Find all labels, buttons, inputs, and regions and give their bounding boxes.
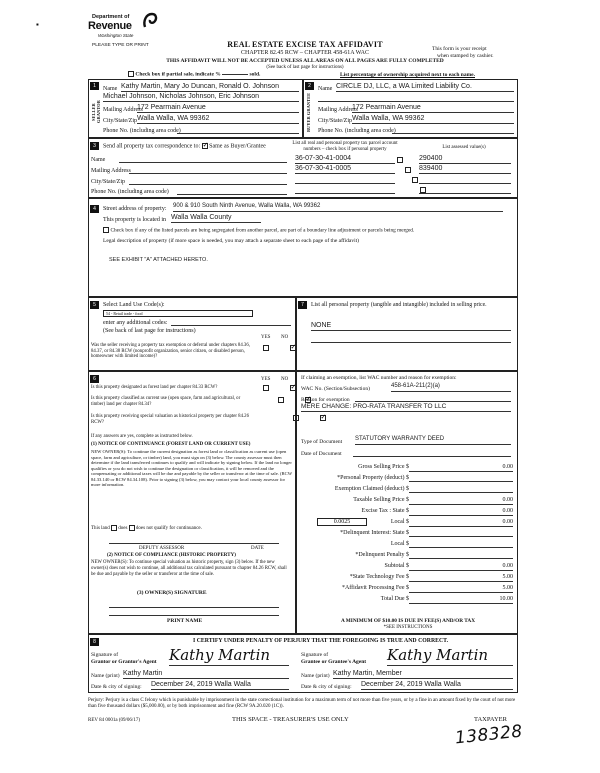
grantor-name-label: Name (print) — [91, 673, 120, 679]
additional-codes-field[interactable] — [171, 318, 291, 326]
partial-sale-row — [128, 71, 260, 78]
notice-1-text: NEW OWNER(S): To continue the current designation as forest land or classification as current use (open space, farm and agriculture, or timber) land, you must sign on (3) below. The county assessor must then determine if the land transferred continues to qualify and will indicate by signing below. If the land no longer qualifies or you do not wish to continue the designation or classification, it will be removed and the compensating or additional taxes will be due and payable by the seller or transferor at the time of sale. (RCW 84.33.140 or RCW 84.34.108). Prior to signing (3) below, you may contact your local county assessor for more information. — [91, 449, 292, 487]
buyer-city-label: City/State/Zip — [318, 118, 352, 124]
tax-name-field[interactable] — [119, 155, 287, 163]
land-use-section — [88, 297, 296, 371]
tax-city-field[interactable] — [129, 177, 287, 185]
section-5-badge: 5 — [90, 301, 99, 309]
calc-label: Total Due $ — [380, 596, 409, 602]
calc-table — [301, 464, 513, 614]
buyer-name-label: Name — [318, 86, 333, 92]
seller-phone-field[interactable] — [177, 126, 299, 134]
buyer-mailing-label: Mailing Address — [318, 107, 358, 113]
forest-no-label: NO — [281, 377, 289, 382]
tax-name-label: Name — [91, 157, 106, 163]
logo-line1: Department of — [92, 14, 130, 20]
reason-field-top[interactable] — [355, 394, 511, 402]
calc-row — [301, 541, 513, 551]
grantee-signature[interactable]: Kathy Martin — [387, 647, 513, 666]
grantee-sig-label-1: Signature of — [301, 652, 329, 658]
grantee-sig-label-2: Grantee or Grantee's Agent — [301, 659, 367, 665]
calc-label: *Delinquent Interest: State $ — [340, 530, 409, 536]
property-section — [88, 198, 518, 297]
exempt-question: Was the seller receiving a property tax exemption or deferral under chapters 84.36, 84.37, or 84.38 RCW (nonprofit organization, senior citizen, or disabled person, homeowner with limited income)? — [91, 343, 250, 360]
corner-mark: ▪ — [36, 20, 39, 29]
deputy-date-label: DATE — [251, 546, 264, 551]
calc-label: Exemption Claimed (deduct) $ — [334, 486, 409, 492]
form-warning: THIS AFFIDAVIT WILL NOT BE ACCEPTED UNLESS ALL AREAS ON ALL PAGES ARE FULLY COMPLETED — [166, 58, 444, 64]
legal-label: Legal description of property (if more space is needed, you may attach a separate sheet to each page of the affidavit) — [103, 238, 359, 244]
certify-section — [88, 634, 518, 693]
exemption-label: If claiming an exemption, list WAC number and reason for exemption: — [301, 375, 457, 381]
notice-1-title: (1) NOTICE OF CONTINUANCE (FOREST LAND OR CURRENT USE) — [91, 442, 251, 447]
buyer-mailing-field[interactable]: 172 Pearmain Avenue — [352, 104, 514, 113]
calc-value[interactable]: 0.00 — [409, 508, 513, 516]
calc-label: *State Technology Fee $ — [349, 574, 409, 580]
calc-row — [301, 486, 513, 496]
logo-swirl-icon — [142, 12, 158, 30]
parcel-value-3[interactable] — [419, 175, 511, 184]
buyer-name-field[interactable]: CIRCLE DJ, LLC, a WA Limited Liability Co. — [336, 83, 514, 92]
buyer-name-field-2[interactable] — [318, 93, 514, 102]
deputy-assessor-label: DEPUTY ASSESSOR — [139, 546, 185, 551]
owner-signature-label: (3) OWNER(S) SIGNATURE — [137, 590, 207, 596]
land-use-label: Select Land Use Code(s): — [103, 302, 165, 308]
calc-value[interactable] — [409, 475, 513, 482]
land-use-instructions: (See back of last page for instructions) — [103, 328, 196, 334]
grantee-date-field[interactable]: December 24, 2019 Walla Walla — [361, 681, 513, 690]
calc-label: Subtotal $ — [384, 563, 409, 569]
print-name-line[interactable] — [109, 610, 279, 616]
segregated-checkbox[interactable] — [103, 227, 109, 233]
personal-property-label: List all personal property (tangible and intangible) included in selling price. — [311, 302, 487, 308]
see-instructions-note: *SEE INSTRUCTIONS — [383, 625, 433, 630]
see-back-note: (See back of last page for instructions) — [266, 65, 344, 70]
same-as-buyer-checkbox[interactable] — [202, 143, 208, 149]
street-label: Street address of property: — [103, 206, 167, 212]
ownership-note: List percentage of ownership acquired next to each name. — [340, 72, 475, 78]
calc-row — [301, 464, 513, 474]
calc-value[interactable] — [409, 530, 513, 537]
calc-value[interactable]: 0.00 — [409, 519, 513, 527]
taxpayer-label: TAXPAYER — [474, 716, 507, 723]
street-field[interactable]: 900 & 910 South Ninth Avenue, Walla Walla, WA 99362 — [173, 203, 503, 212]
form-chapter: CHAPTER 82.45 RCW – CHAPTER 458-61A WAC — [241, 50, 369, 56]
treasurer-note: THIS SPACE - TREASURER'S USE ONLY — [232, 716, 349, 723]
exemption-calc-section — [296, 371, 518, 634]
land-does-checkbox[interactable] — [111, 525, 117, 531]
logo-line3: Washington State — [98, 33, 134, 38]
doc-date-label: Date of Document — [301, 451, 342, 457]
notice-2-title: (2) NOTICE OF COMPLIANCE (HISTORIC PROPERTY) — [107, 553, 236, 558]
wac-field[interactable]: 458-61A-211(2)(a) — [391, 383, 511, 392]
receipt-note-1: This form is your receipt — [432, 46, 487, 52]
calc-row — [301, 596, 513, 606]
calc-row — [301, 563, 513, 573]
parcel-value-2[interactable]: 839400 — [419, 165, 511, 174]
calc-row — [301, 585, 513, 595]
forest-yes-label: YES — [261, 377, 271, 382]
calc-value[interactable]: 5.00 — [409, 585, 513, 593]
personal-property-section — [296, 297, 518, 371]
calc-row — [301, 552, 513, 562]
personal-property-field[interactable]: NONE — [311, 322, 511, 331]
section-4-badge: 4 — [90, 205, 99, 213]
legal-description-field[interactable]: SEE EXHIBIT "A" ATTACHED HERETO. — [109, 257, 208, 263]
parcel-value-1[interactable]: 290400 — [419, 155, 511, 164]
assessed-header: List assessed value(s) — [442, 145, 486, 150]
tax-mailing-label: Mailing Address — [91, 168, 131, 174]
calc-value[interactable]: 10.00 — [409, 596, 513, 604]
forest-q3: Is this property receiving special valuation as historical property per chapter 84.26 RCW? — [91, 414, 249, 425]
calc-row — [301, 530, 513, 540]
section-8-badge: 8 — [90, 638, 99, 646]
exempt-yes-label: YES — [261, 335, 271, 340]
certify-statement: I CERTIFY UNDER PENALTY OF PERJURY THAT THE FOREGOING IS TRUE AND CORRECT. — [193, 638, 449, 644]
parcel-number-3[interactable] — [295, 175, 395, 184]
parcel-value-4[interactable] — [419, 185, 511, 194]
forest-section — [88, 371, 296, 634]
does-label: does — [118, 526, 128, 532]
seller-vertical-label: SELLER GRANTOR — [91, 100, 102, 124]
notice-2-text: NEW OWNER(S): To continue special valuation as historic property, sign (3) below. If the new owner(s) does not wish to continue, all additional tax calculated pursuant to chapter 84.26 RCW, shall be due and payable by the seller or transferor at the time of sale. — [91, 560, 287, 577]
calc-row — [301, 508, 513, 518]
calc-label: Local $ — [390, 541, 409, 547]
reason-label: Reason for exemption — [301, 397, 350, 403]
dor-logo — [88, 12, 168, 42]
calc-label: Excise Tax : State $ — [361, 508, 409, 514]
qualify-label: qualify for continuance. — [153, 526, 202, 532]
print-name-label: PRINT NAME — [167, 618, 203, 624]
located-field[interactable]: Walla Walla County — [171, 214, 261, 223]
grantee-name-label: Name (print) — [301, 673, 330, 679]
calc-row — [301, 574, 513, 584]
land-does-not-checkbox[interactable] — [129, 525, 135, 531]
same-as-buyer-label: Same as Buyer/Grantee — [209, 143, 266, 150]
section-1-badge: 1 — [90, 82, 99, 90]
sold-label: sold. — [249, 71, 261, 78]
logo-line2: Revenue — [88, 20, 132, 32]
forest-q1-no-checkbox[interactable] — [290, 385, 296, 391]
parcel-number-4[interactable] — [295, 185, 395, 194]
forest-q1-yes-checkbox[interactable] — [263, 385, 269, 391]
grantor-name-field[interactable]: Kathy Martin — [123, 670, 289, 679]
seller-name-field-2[interactable]: Michael Johnson, Nicholas Johnson, Eric Johnson — [103, 93, 299, 102]
tax-mailing-field[interactable] — [129, 166, 287, 174]
seller-mailing-field[interactable]: 172 Pearmain Avenue — [137, 104, 299, 113]
buyer-vertical-label: BUYER GRANTEE — [306, 92, 311, 132]
seller-mailing-label: Mailing Address — [103, 107, 143, 113]
tax-phone-label: Phone No. (including area code) — [91, 189, 169, 195]
calc-label: Taxable Selling Price $ — [353, 497, 409, 503]
additional-codes-label: enter any additional codes: — [103, 320, 168, 326]
form-number: REV 84 0001a (09/06/17) — [88, 718, 140, 723]
section-2-badge: 2 — [305, 82, 314, 90]
seller-name-field[interactable]: Kathy Martin, Mary Jo Duncan, Ronald O. Johnson — [121, 83, 299, 92]
section-3-badge: 3 — [90, 142, 99, 150]
calc-value[interactable]: 5.00 — [409, 574, 513, 582]
parcel-number-2[interactable]: 36-07-30-41-0005 — [295, 165, 395, 174]
grantee-name-field[interactable]: Kathy Martin, Member — [333, 670, 513, 679]
grantor-signature[interactable]: Kathy Martin — [169, 647, 289, 666]
section-7-badge: 7 — [298, 301, 307, 309]
calc-value[interactable] — [409, 541, 513, 548]
any-yes-note: If any answers are yes, complete as instructed below. — [91, 434, 193, 439]
grantor-sig-label-2: Grantor or Grantor's Agent — [91, 659, 157, 665]
calc-value[interactable] — [409, 486, 513, 493]
minimum-due-note: A MINIMUM OF $10.00 IS DUE IN FEE(S) AND/OR TAX — [340, 618, 476, 624]
seller-phone-label: Phone No. (including area code) — [103, 128, 181, 134]
exempt-no-checkbox[interactable] — [290, 345, 296, 351]
partial-sale-checkbox[interactable] — [128, 71, 134, 77]
grantor-date-field[interactable]: December 24, 2019 Walla Walla — [151, 681, 289, 690]
buyer-phone-label: Phone No. (including area code) — [318, 128, 396, 134]
parcel-header: List all real and personal property tax parcel account numbers – check box if personal property — [292, 141, 398, 152]
land-use-select[interactable]: 54 - Retail trade - food — [103, 310, 253, 317]
grantor-sig-label-1: Signature of — [91, 652, 119, 658]
reason-field[interactable]: MERE CHANGE: PRO-RATA TRANSFER TO LLC — [301, 403, 511, 412]
calc-label: *Personal Property (deduct) $ — [337, 475, 409, 481]
forest-q1: Is this property designated as forest land per chapter 84.33 RCW? — [91, 385, 218, 390]
deputy-assessor-line[interactable] — [109, 534, 279, 544]
seller-name-label: Name — [103, 86, 118, 92]
calc-label: *Affidavit Processing Fee $ — [341, 585, 409, 591]
forest-q2-yes-checkbox[interactable] — [278, 397, 284, 403]
grantor-date-label: Date & city of signing: — [91, 684, 142, 690]
calc-label: *Delinquent Penalty $ — [355, 552, 409, 558]
parcel-number-1[interactable]: 36-07-30-41-0004 — [295, 155, 395, 164]
owner-signature-line[interactable] — [109, 598, 279, 608]
wac-label: WAC No. (Section/Subsection) — [301, 386, 370, 392]
seller-city-field[interactable]: Walla Walla, WA 99362 — [137, 115, 299, 124]
form-title: REAL ESTATE EXCISE TAX AFFIDAVIT — [227, 40, 383, 49]
segregated-label: Check box if any of the listed parcels are being segregated from another parcel, are part of a boundary line adjustment or parcels being merged. — [110, 227, 415, 234]
located-label: This property is located in — [103, 217, 166, 223]
calc-row — [301, 497, 513, 507]
calc-row — [301, 475, 513, 485]
local-rate-field[interactable]: 0.0025 — [317, 518, 367, 526]
buyer-phone-field[interactable] — [392, 126, 514, 134]
calc-value[interactable] — [409, 552, 513, 559]
seller-city-label: City/State/Zip — [103, 118, 137, 124]
parcel-2-personal-checkbox[interactable] — [405, 167, 411, 173]
buyer-section — [303, 79, 518, 138]
personal-property-field-2[interactable] — [311, 334, 511, 343]
does-not-label: does not — [135, 526, 153, 532]
tax-correspondence-label: Send all property tax correspondence to: — [103, 143, 201, 150]
forest-q2: Is this property classified as current use (open space, farm and agricultural, or timber) land per chapter 84.34? — [91, 396, 241, 407]
calc-row — [301, 519, 513, 529]
calc-label: Local $ — [390, 519, 409, 525]
doc-type-label: Type of Document — [301, 439, 343, 445]
perjury-notice: Perjury: Perjury is a class C felony which is punishable by imprisonment in the state correctional institution for a maximum term of not more than five years, or by a fine in an amount fixed by the court of not more than five thousand dollars ($5,000.00), or by both imprisonment and fine (RCW 9A.20.020 (1C)). — [88, 698, 516, 710]
doc-date-field[interactable] — [353, 448, 511, 457]
calc-value[interactable]: 0.00 — [409, 563, 513, 571]
doc-type-field[interactable]: STATUTORY WARRANTY DEED — [355, 436, 511, 445]
this-land-label: This land — [91, 526, 110, 532]
seller-section — [88, 79, 303, 138]
grantee-date-label: Date & city of signing: — [301, 684, 352, 690]
tax-city-label: City/State/Zip — [91, 179, 125, 185]
print-note: PLEASE TYPE OR PRINT — [92, 43, 149, 48]
parcel-3-personal-checkbox[interactable] — [412, 177, 418, 183]
receipt-number: 138328 — [454, 721, 524, 749]
parcel-1-personal-checkbox[interactable] — [397, 157, 403, 163]
exempt-no-label: NO — [281, 335, 289, 340]
tax-phone-field[interactable] — [177, 187, 287, 195]
calc-label: Gross Selling Price $ — [358, 464, 409, 470]
section-6-badge: 6 — [90, 375, 99, 383]
calc-value[interactable]: 0.00 — [409, 464, 513, 472]
exempt-yes-checkbox[interactable] — [263, 345, 269, 351]
tax-correspondence-section — [88, 138, 518, 198]
buyer-city-field[interactable]: Walla Walla, WA 99362 — [352, 115, 514, 124]
receipt-note-2: when stamped by cashier. — [437, 53, 494, 59]
partial-sale-label: Check box if partial sale, indicate % — [135, 71, 221, 78]
calc-value[interactable]: 0.00 — [409, 497, 513, 505]
